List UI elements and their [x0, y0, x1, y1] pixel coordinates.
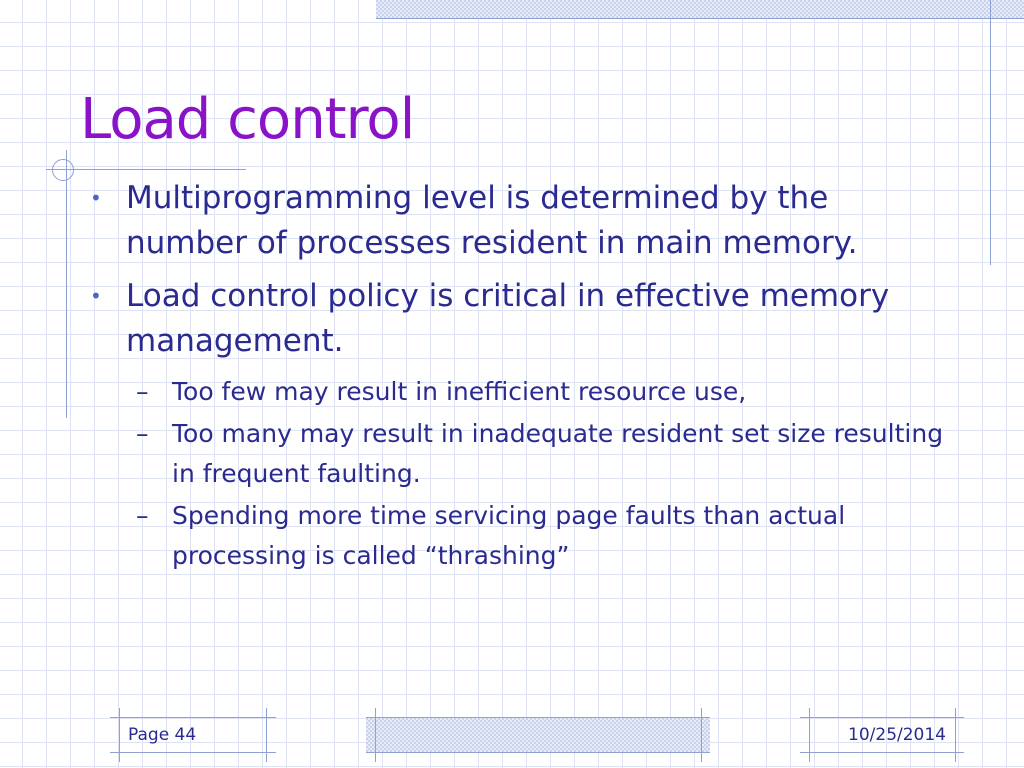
sub-bullet-item	[90, 496, 950, 576]
corner-circle-ornament	[52, 159, 74, 181]
slide-title: Load control	[80, 87, 415, 152]
bullet-item	[90, 274, 950, 364]
dash-icon: –	[136, 501, 149, 530]
footer-divider	[119, 708, 120, 762]
bullet-text: Multiprogramming level is determined by the number of processes resident in main memory.	[126, 180, 858, 261]
sub-bullet-text: Too many may result in inadequate resident set size resulting in frequent faulting.	[172, 419, 944, 488]
footer-divider	[955, 708, 956, 762]
dash-icon: –	[136, 377, 149, 406]
sub-bullet-item	[90, 414, 950, 494]
footer-divider	[375, 708, 376, 762]
top-right-pattern-band	[376, 0, 1024, 18]
right-vertical-rule	[990, 0, 991, 265]
footer-date-box	[800, 717, 964, 753]
footer-divider	[266, 708, 267, 762]
left-vertical-rule	[66, 150, 67, 418]
sub-bullet-text: Spending more time servicing page faults than actual processing is called “thrashing”	[172, 501, 846, 570]
footer-center-band	[366, 717, 710, 753]
slide-content	[90, 176, 950, 578]
dash-icon: –	[136, 419, 149, 448]
bullet-icon: •	[90, 284, 102, 308]
bullet-icon: •	[90, 186, 102, 210]
bullet-item	[90, 176, 950, 266]
title-underline-rule	[46, 169, 246, 170]
bullet-text: Load control policy is critical in effective memory management.	[126, 278, 890, 359]
sub-bullet-item	[90, 372, 950, 412]
footer-page-box	[110, 717, 276, 753]
footer-divider	[809, 708, 810, 762]
page-number: Page 44	[128, 725, 197, 745]
footer-date: 10/25/2014	[848, 725, 946, 745]
footer-divider	[701, 708, 702, 762]
top-right-rule	[376, 18, 1024, 19]
sub-bullet-text: Too few may result in inefficient resource use,	[172, 377, 747, 406]
